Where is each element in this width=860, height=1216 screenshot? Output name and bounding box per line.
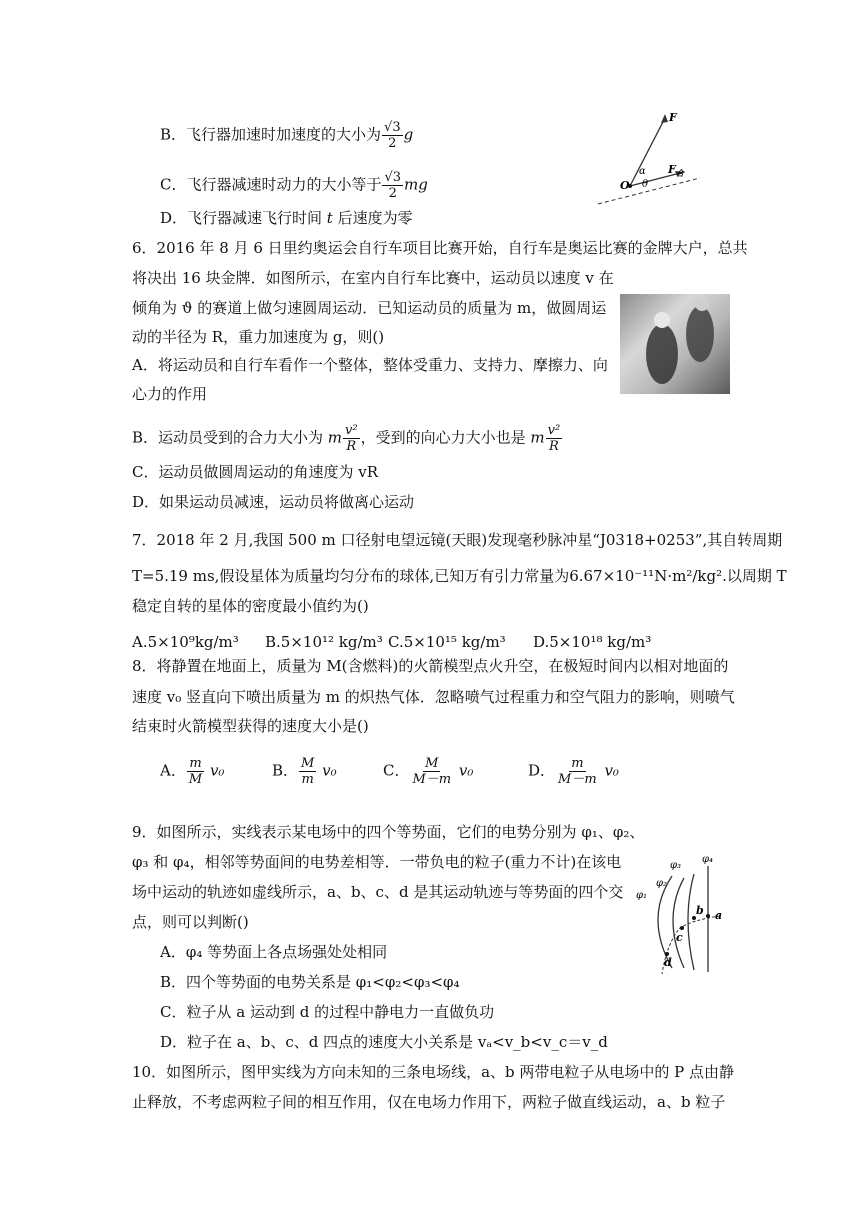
- q8-line2: 速度 v₀ 竖直向下喷出质量为 m 的炽热气体．忽略喷气过程重力和空气阻力的影响，则喷气: [132, 688, 735, 706]
- q7-option-b: B.5×10¹² kg/m³: [265, 633, 383, 651]
- q6-option-d: D．如果运动员减速，运动员将做离心运动: [132, 493, 415, 511]
- force-diagram: [592, 108, 712, 208]
- q7-line2: T=5.19 ms,假设星体为质量均匀分布的球体,已知万有引力常量为6.67×10⁻¹¹N·m²/kg².以周期 T: [132, 567, 787, 585]
- cyclist-photo: [620, 294, 730, 394]
- q6-line1: 6．2016 年 8 月 6 日里约奥运会自行车项目比赛开始，自行车是奥运比赛的金牌大户，总共: [132, 239, 748, 257]
- phi1-label: φ₁: [636, 890, 648, 901]
- alpha-label: α: [639, 166, 646, 177]
- q8-option-b: B． $\frac{M}{m}$ v₀: [272, 756, 337, 787]
- phi3-label: φ₃: [670, 860, 682, 871]
- cyclist-icon: [620, 294, 730, 394]
- q10-line2: 止释放，不考虑两粒子间的相互作用，仅在电场力作用下，两粒子做直线运动，a、b 粒子: [132, 1093, 726, 1111]
- q6-line4: 动的半径为 R，重力加速度为 g，则(): [132, 328, 385, 346]
- phi2-label: φ₂: [656, 878, 668, 889]
- q5-option-b: B．飞行器加速时加速度的大小为 $\frac{√3}{2}$ g: [160, 120, 414, 151]
- q8-option-d: D． $\frac{m}{M-m}$ v₀: [528, 756, 619, 787]
- force-f-label: F: [669, 111, 677, 124]
- q9-option-c: C．粒子从 a 运动到 d 的过程中静电力一直做负功: [160, 1003, 495, 1021]
- q6-option-a-line1: A．将运动员和自行车看作一个整体，整体受重力、支持力、摩擦力、向: [132, 356, 608, 374]
- q5-option-c: C．飞行器减速时动力的大小等于 $\frac{√3}{2}$ mg: [160, 170, 428, 201]
- q9-option-b: B．四个等势面的电势关系是 φ₁<φ₂<φ₃<φ₄: [160, 973, 460, 991]
- q9-option-a: A．φ₄ 等势面上各点场强处处相同: [160, 943, 388, 961]
- origin-label: O: [620, 179, 630, 192]
- q8-option-c: C． $\frac{M}{M-m}$ v₀: [383, 756, 474, 787]
- q6-line2: 将决出 16 块金牌．如图所示，在室内自行车比赛中，运动员以速度 v 在: [132, 269, 614, 287]
- q7-option-a: A.5×10⁹kg/m³: [132, 633, 239, 651]
- phi4-label: φ₄: [702, 854, 714, 865]
- equipotential-diagram: [632, 848, 732, 976]
- q8-line1: 8．将静置在地面上，质量为 M(含燃料)的火箭模型点火升空，在极短时间内以相对地面的: [132, 657, 729, 675]
- force-fhe-label: $F_合$: [668, 163, 684, 178]
- q6-option-b: B．运动员受到的合力大小为 m $\frac{\text{v²}}{R}$ ，受到的向心力大小也是 m $\frac{\text{v²}}{R}$: [132, 423, 561, 454]
- q9-line1: 9．如图所示，实线表示某电场中的四个等势面，它们的电势分别为 φ₁、φ₂、: [132, 823, 645, 841]
- q9-line2: φ₃ 和 φ₄，相邻等势面间的电势差相等．一带负电的粒子(重力不计)在该电: [132, 853, 622, 871]
- q9-line4: 点，则可以判断(): [132, 913, 249, 931]
- point-c-label: c: [676, 931, 683, 944]
- q8-line3: 结束时火箭模型获得的速度大小是(): [132, 717, 369, 735]
- q7-option-d: D.5×10¹⁸ kg/m³: [533, 633, 652, 651]
- point-a-label: a: [715, 909, 723, 922]
- q5-option-d: D．飞行器减速飞行时间 t 后速度为零: [160, 209, 413, 227]
- q7-line1: 7．2018 年 2 月,我国 500 m 口径射电望远镜(天眼)发现毫秒脉冲星“J0318+0253”,其自转周期: [132, 531, 783, 549]
- q6-option-a-line2: 心力的作用: [132, 385, 208, 403]
- q6-option-c: C．运动员做圆周运动的角速度为 vR: [132, 463, 379, 481]
- point-d-label: d: [664, 956, 672, 969]
- q7-line3: 稳定自转的星体的密度最小值约为(): [132, 597, 369, 615]
- theta-label: θ: [642, 179, 649, 190]
- q7-option-c: C.5×10¹⁵ kg/m³: [388, 633, 506, 651]
- point-b-label: b: [696, 904, 704, 917]
- q8-option-a: A． $\frac{m}{M}$ v₀: [160, 756, 225, 787]
- q9-option-d: D．粒子在 a、b、c、d 四点的速度大小关系是 vₐ<v_b<v_c＝v_d: [160, 1033, 608, 1051]
- q10-line1: 10．如图所示，图甲实线为方向未知的三条电场线，a、b 两带电粒子从电场中的 P 点由静: [132, 1063, 735, 1081]
- q9-line3: 场中运动的轨迹如虚线所示，a、b、c、d 是其运动轨迹与等势面的四个交: [132, 883, 624, 901]
- q6-line3: 倾角为 ϑ 的赛道上做匀速圆周运动．已知运动员的质量为 m，做圆周运: [132, 299, 607, 317]
